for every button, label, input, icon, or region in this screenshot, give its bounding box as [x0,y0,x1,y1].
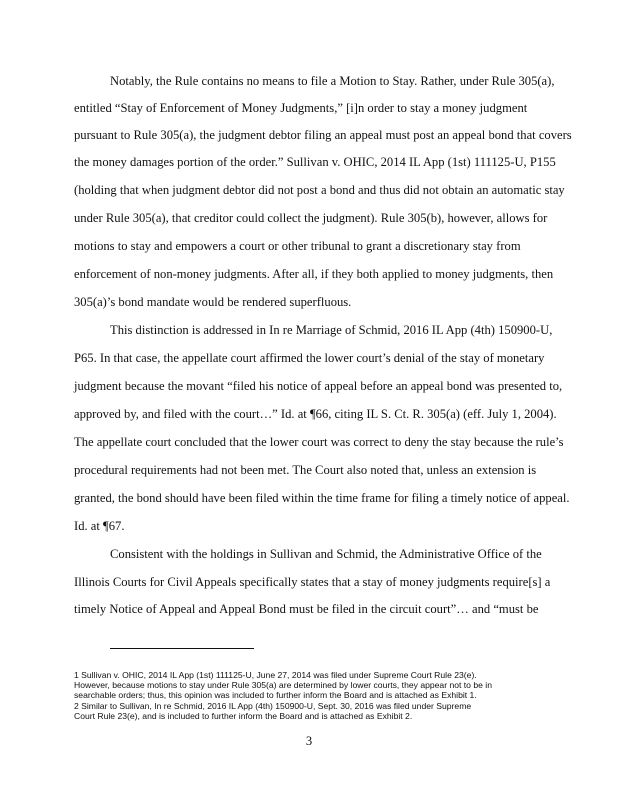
body-line: (holding that when judgment debtor did not post a bond and thus did not obtain an automatic stay [74,183,565,197]
body-line: motions to stay and empowers a court or other tribunal to grant a discretionary stay from [74,239,521,253]
footnote-line: Court Rule 23(e), and is included to further inform the Board and is attached as Exhibit 2. [74,711,413,721]
body-line: pursuant to Rule 305(a), the judgment debtor filing an appeal must post an appeal bond that covers [74,128,572,142]
body-line: under Rule 305(a), that creditor could collect the judgment). Rule 305(b), however, allows for [74,211,548,225]
body-line: P65. In that case, the appellate court affirmed the lower court’s denial of the stay of monetary [74,351,545,365]
body-line: Notably, the Rule contains no means to file a Motion to Stay. Rather, under Rule 305(a), [110,74,555,88]
body-line: This distinction is addressed in In re Marriage of Schmid, 2016 IL App (4th) 150900-U, [110,323,553,337]
body-line: procedural requirements had not been met. The Court also noted that, unless an extension is [74,463,537,477]
body-line: judgment because the movant “filed his notice of appeal before an appeal bond was presented to, [74,379,563,393]
body-line: entitled “Stay of Enforcement of Money Judgments,” [i]n order to stay a money judgment [74,101,528,115]
body-line: approved by, and filed with the court…” Id. at ¶66, citing IL S. Ct. R. 305(a) (eff. July 1, 2004). [74,407,557,421]
body-line: the money damages portion of the order.” Sullivan v. OHIC, 2014 IL App (1st) 111125-U, P155 [74,155,556,169]
body-line: Consistent with the holdings in Sullivan and Schmid, the Administrative Office of the [110,547,542,561]
footnote-separator [110,648,254,649]
footnote-line: However, because motions to stay under Rule 305(a) are determined by lower courts, they appear not to be in [74,680,492,690]
footnote-line: 2 Similar to Sullivan, In re Schmid, 2016 IL App (4th) 150900-U, Sept. 30, 2016 was filed under Supreme [74,701,472,711]
body-line: Id. at ¶67. [74,519,125,533]
page-number: 3 [305,734,313,748]
body-line: enforcement of non-money judgments. After all, if they both applied to money judgments, then [74,267,554,281]
body-line: 305(a)’s bond mandate would be rendered superfluous. [74,295,352,309]
footnote-line: 1 Sullivan v. OHIC, 2014 IL App (1st) 111125-U, June 27, 2014 was filed under Supreme Court Rule 23(e). [74,670,477,680]
footnote-line: searchable orders; thus, this opinion was included to further inform the Board and is attached as Exhibit 1. [74,690,477,700]
body-line: Illinois Courts for Civil Appeals specifically states that a stay of money judgments require[s] a [74,575,551,589]
body-line: timely Notice of Appeal and Appeal Bond must be filed in the circuit court”… and “must be [74,602,539,616]
body-line: granted, the bond should have been filed within the time frame for filing a timely notice of appeal. [74,491,570,505]
body-line: The appellate court concluded that the lower court was correct to deny the stay because the rule’s [74,435,564,449]
